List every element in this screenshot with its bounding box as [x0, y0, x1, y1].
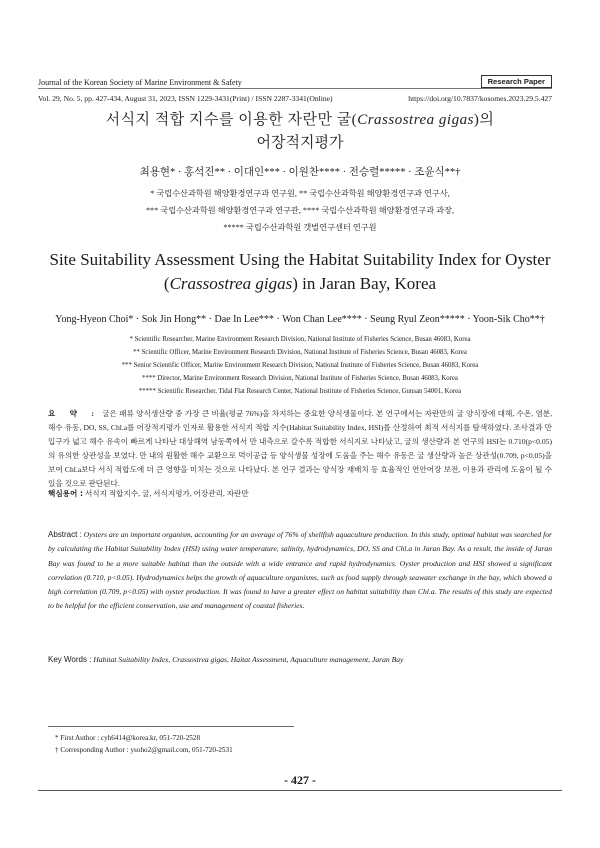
korean-title-line-1 [0, 108, 600, 129]
page-number: - 427 - [284, 773, 316, 787]
korean-abstract [48, 407, 552, 491]
english-title-open: ( [163, 274, 170, 293]
korean-title-species: Crassostrea gigas [357, 112, 474, 128]
research-paper-badge: Research Paper [481, 75, 552, 88]
english-title-line-1: Site Suitability Assessment Using the Habitat Suitability Index for Oyster [49, 250, 551, 269]
korean-title-suffix: )의 [473, 112, 495, 128]
english-authors: Yong-Hyeon Choi* · Sok Jin Hong** · Dae In Lee*** · Won Chan Lee**** · Seung Ryul Zeon***** · Yoon-Sik Cho**† [55, 314, 545, 325]
korean-keywords-text: 서식지 적합지수, 굴, 서식지평가, 어장관리, 자란만 [84, 489, 249, 498]
korean-title-prefix: 서식지 적합 지수를 이용한 자란만 굴( [105, 112, 358, 128]
header-rule [38, 88, 552, 89]
first-author-footnote: * First Author : cyh6414@korea.kr, 051-720-2528 [55, 734, 201, 742]
english-affiliation: * Scientific Researcher, Marine Environment Research Division, National Institute of Fisheries Science, Busan 46083, Korea [129, 336, 471, 343]
korean-affiliation: *** 국립수산과학원 해양환경연구과 연구관, **** 국립수산과학원 해양환경연구과 과장, [145, 206, 455, 215]
english-abstract-label: Abstract : [48, 530, 82, 539]
english-abstract [48, 528, 552, 614]
english-affiliation: ***** Scientific Researcher, Tidal Flat Research Center, National Institute of Fisheries Science, Gunsan 54001, Korea [138, 388, 462, 395]
english-title-species: Crassostrea gigas [169, 274, 293, 293]
korean-keywords-label: 핵심용어 : [48, 489, 84, 498]
korean-abstract-text: 굴은 패류 양식생산량 중 가장 큰 비율(평균 76%)을 차지하는 중요한 양식생물이다. 본 연구에서는 자란만의 굴 양식장에 대해, 수온, 염분, 해수 유동, DO, SS, Chl.a를 어장적지평가 인자로 활용한 서식지 적합 지수(Habitat Suitability Index, HSI)를 산정하여 최적 서식지를 탐색하였다. 조사결과 만 입구가 넓고 해수 유속이 빠르게 나타난 대상해역 남동쪽에서 만 내측으로 갈수록 적합한 서식지로 나타났고, 굴의 생산량과 본 연구의 HSI는 0.710(p<0.05)의 유의한 상관성을 보였다. 만 내의 원활한 해수 교환으로 먹이공급 등 양식생물 성장에 도움을 주는 해수 유동은 굴 생산량과 높은 상관성(0.709, p<0.05)을 보여 Chl.a보다 서식 적합도에 더 큰 영향을 미치는 것으로 나타났다. 본 연구 결과는 양식장 재배치 등 효율적인 연안어장 보전, 이용과 관리에 도움이 될 수 있을 것으로 판단된다. [48, 409, 553, 488]
english-keywords [48, 655, 552, 664]
english-abstract-text: Oysters are an important organism, accounting for an average of 76% of shellfish aquaculture production. In this study, optimal habitat was searched for by calculating the Habitat Suitability Index (HSI) using water temperature, salinity, hydrodynamics, DO, SS and Chl.a in Jaran Bay. As a result, the inside of Jaran Bay was found to be a more suitable habitat than the outside with a wide entrance and rapid hydrodynamics. Oyster production and HSI showed a significant correlation (0.710, p<0.05). Hydrodynamics helps the growth of aquaculture organisms, such as food supply through seawater exchange in the bay, which showed a high correlation (0.709, p<0.05) with oyster production. It was found to have a greater effect on habitat suitability than Chl.a. The results of this study are expected to be helpful for the efficient conservation, use and management of coastal fisheries. [48, 530, 552, 611]
journal-volume-info: Vol. 29, No. 5, pp. 427-434, August 31, 2023, ISSN 1229-3431(Print) / ISSN 2287-3341(Online) [38, 94, 333, 103]
korean-affiliation: * 국립수산과학원 해양환경연구과 연구원, ** 국립수산과학원 해양환경연구과 연구사, [150, 189, 450, 198]
english-title-suffix: ) in Jaran Bay, Korea [292, 274, 437, 293]
korean-keywords [48, 488, 552, 499]
corresponding-author-footnote: † Corresponding Author : ysoho2@gmail.com, 051-720-2531 [55, 746, 233, 754]
korean-authors: 최용현* · 홍석진** · 이대인*** · 이원찬**** · 전승렬***** · 조윤식**† [139, 167, 461, 178]
korean-affiliation: ***** 국립수산과학원 갯벌연구센터 연구원 [223, 223, 377, 232]
korean-abstract-label: 요 약 : [48, 409, 100, 418]
footnote-rule [48, 726, 294, 727]
english-title-line-2 [0, 274, 600, 294]
journal-name: Journal of the Korean Society of Marine Environment & Safety [38, 78, 242, 87]
korean-title-line-2: 어장적지평가 [256, 135, 344, 151]
page-number-rule [38, 790, 562, 791]
english-affiliation: *** Senior Scientific Officer, Marine Environment Research Division, National Institute of Fisheries Science, Busan 46083, Korea [121, 362, 479, 369]
english-keywords-text: Habitat Suitability Index, Crassostrea gigas, Haitat Assessment, Aquaculture management, Jaran Bay [93, 655, 404, 664]
english-affiliation: **** Director, Marine Environment Research Division, National Institute of Fisheries Science, Busan 46083, Korea [142, 375, 458, 382]
doi-link[interactable]: https://doi.org/10.7837/kosomes.2023.29.5.427 [408, 94, 552, 103]
english-keywords-label: Key Words : [48, 655, 92, 664]
english-affiliation: ** Scientific Officer, Marine Environment Research Division, National Institute of Fisheries Science, Busan 46083, Korea [133, 349, 467, 356]
